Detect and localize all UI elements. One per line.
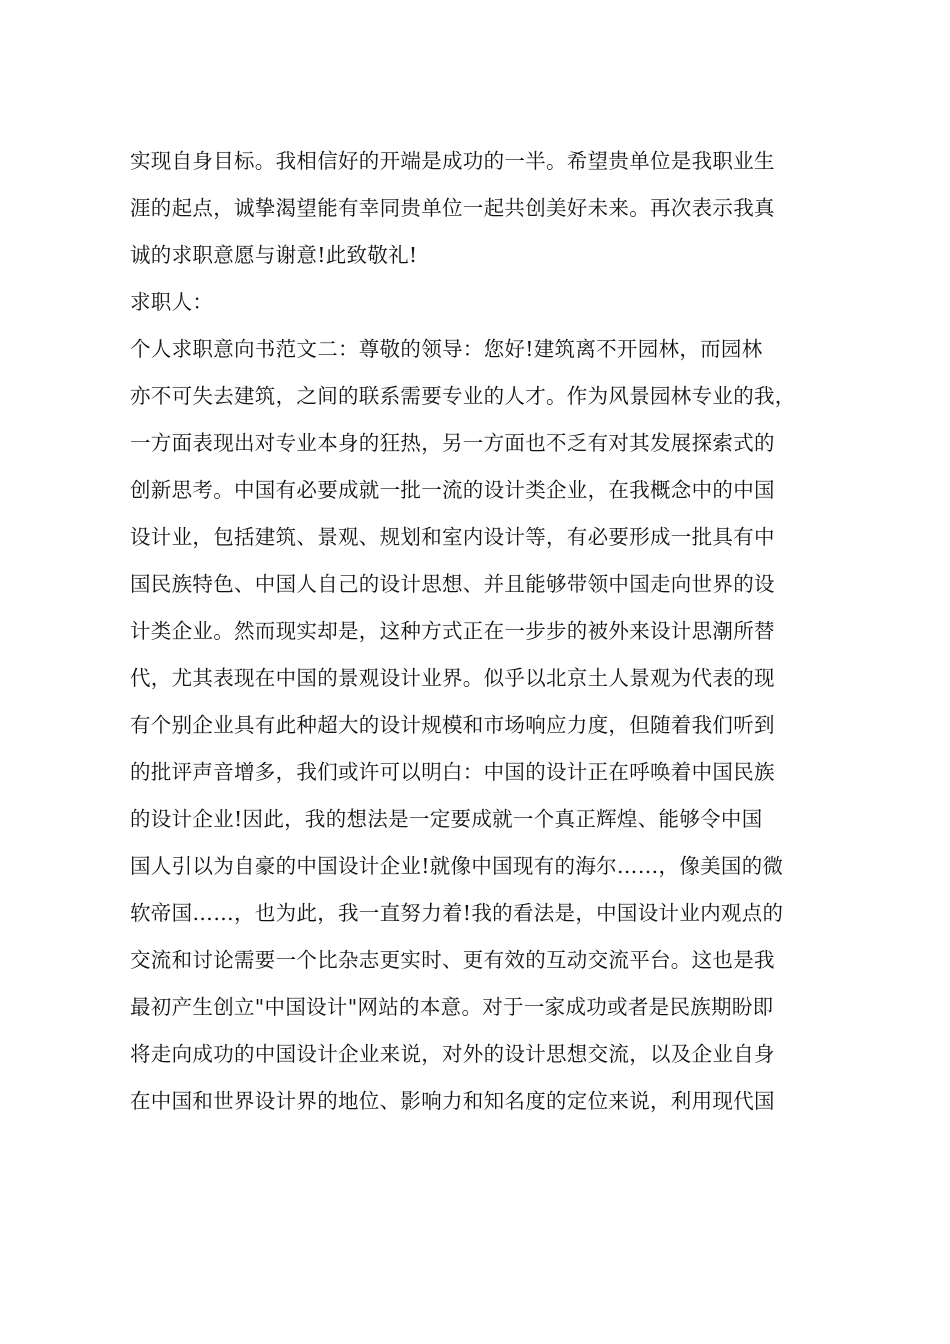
text-line: 实现自身目标。我相信好的开端是成功的一半。希望贵单位是我职业生: [130, 149, 775, 173]
text-line: 的批评声音增多，我们或许可以明白：中国的设计正在呼唤着中国民族: [130, 760, 775, 784]
text-line: 将走向成功的中国设计企业来说，对外的设计思想交流，以及企业自身: [130, 1042, 775, 1066]
text-line: 在中国和世界设计界的地位、影响力和知名度的定位来说，利用现代国: [130, 1089, 775, 1113]
document-body: [130, 138, 830, 1125]
text-line: 最初产生创立"中国设计"网站的本意。对于一家成功或者是民族期盼即: [130, 995, 774, 1019]
text-line: 国人引以为自豪的中国设计企业!就像中国现有的海尔……，像美国的微: [130, 854, 784, 878]
text-line: 设计业，包括建筑、景观、规划和室内设计等，有必要形成一批具有中: [130, 525, 775, 549]
text-line: 诚的求职意愿与谢意!此致敬礼!: [130, 243, 418, 267]
text-line: 代，尤其表现在中国的景观设计业界。似乎以北京土人景观为代表的现: [130, 666, 775, 690]
text-line: 国民族特色、中国人自己的设计思想、并且能够带领中国走向世界的设: [130, 572, 775, 596]
text-line: 个人求职意向书范文二：尊敬的领导：您好!建筑离不开园林，而园林: [130, 337, 763, 361]
text-line: 涯的起点，诚挚渴望能有幸同贵单位一起共创美好未来。再次表示我真: [130, 196, 775, 220]
text-line: 软帝国……，也为此，我一直努力着!我的看法是，中国设计业内观点的: [130, 901, 784, 925]
text-line: 亦不可失去建筑，之间的联系需要专业的人才。作为风景园林专业的我，: [130, 384, 796, 408]
text-line: 的设计企业!因此，我的想法是一定要成就一个真正辉煌、能够令中国: [130, 807, 763, 831]
text-line: 有个别企业具有此种超大的设计规模和市场响应力度，但随着我们听到: [130, 713, 775, 737]
signature-line: 求职人：: [130, 290, 214, 314]
text-line: 交流和讨论需要一个比杂志更实时、更有效的互动交流平台。这也是我: [130, 948, 775, 972]
text-line: 一方面表现出对专业本身的狂热，另一方面也不乏有对其发展探索式的: [130, 431, 775, 455]
text-line: 计类企业。然而现实却是，这种方式正在一步步的被外来设计思潮所替: [130, 619, 775, 643]
text-line: 创新思考。中国有必要成就一批一流的设计类企业，在我概念中的中国: [130, 478, 775, 502]
